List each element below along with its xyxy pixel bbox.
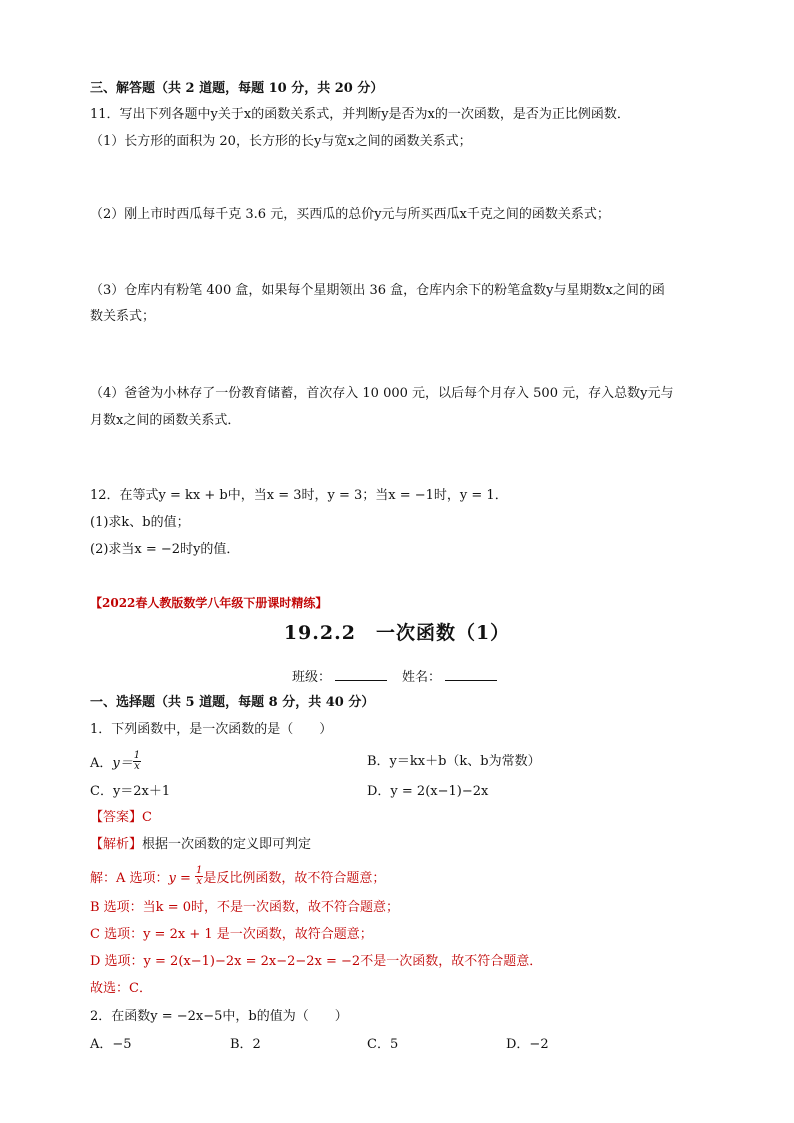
class-blank[interactable] (335, 667, 387, 681)
q1-answer: 【答案】C (90, 810, 152, 825)
q1-option-a-numerator: 1 (133, 750, 141, 761)
q1-solution-a-lhs: y = (168, 871, 196, 886)
q1-option-a (90, 750, 141, 774)
q1-option-b: B．y＝kx＋b（k、b为常数） (367, 754, 541, 769)
q11-stem: 11．写出下列各题中y关于x的函数关系式，并判断y是否为x的一次函数，是否为正比例函数． (90, 107, 630, 122)
q2-stem: 2．在函数y = −2x−5中，b的值为（ ） (90, 1009, 348, 1024)
q1-analysis-tag: 【解析】 (90, 837, 143, 852)
name-blank[interactable] (445, 667, 497, 681)
q11-part2: （2）刚上市时西瓜每千克 3.6 元，买西瓜的总价y元与所买西瓜x千克之间的函数关系式； (90, 207, 610, 222)
q1-analysis-text: 根据一次函数的定义即可判定 (142, 837, 312, 852)
name-label: 姓名： (402, 670, 442, 685)
q1-solution-c: C 选项：y = 2x + 1 是一次函数，故符合题意； (90, 927, 373, 942)
q1-solution-a-denominator: x (196, 876, 203, 887)
q11-part3-line1: （3）仓库内有粉笔 400 盒，如果每个星期领出 36 盒，仓库内余下的粉笔盒数y与星期数x之间的函 (90, 283, 665, 298)
q12-part1: (1)求k、b的值； (90, 515, 190, 530)
q1-stem: 1．下列函数中，是一次函数的是（ ） (90, 722, 333, 737)
q1-option-a-label: A． (90, 756, 113, 771)
section1-heading: 一、选择题（共 5 道题，每题 8 分，共 40 分） (90, 695, 375, 710)
q11-part4-line1: （4）爸爸为小林存了一份教育储蓄，首次存入 10 000 元，以后每个月存入 500 元，存入总数y元与 (90, 386, 674, 401)
section3-heading: 三、解答题（共 2 道题，每题 10 分，共 20 分） (90, 81, 384, 96)
series-banner: 【2022春人教版数学八年级下册课时精练】 (90, 596, 328, 610)
q2-option-b: B．2 (230, 1037, 261, 1052)
q1-option-a-fraction (133, 751, 141, 772)
q1-option-a-lhs: y＝ (112, 756, 133, 771)
q1-solution-a-numerator: 1 (196, 865, 203, 876)
q1-option-d: D．y = 2(x−1)−2x (367, 784, 489, 799)
q1-analysis (90, 836, 311, 854)
q2-option-a: A．−5 (90, 1037, 132, 1052)
q1-solution-a-suffix: 是反比例函数，故不符合题意； (203, 871, 386, 886)
q1-choose: 故选：C． (90, 981, 152, 996)
q1-solution-a-fraction (195, 866, 203, 887)
class-label: 班级： (292, 670, 332, 685)
q11-part4-line2: 月数x之间的函数关系式． (90, 413, 241, 428)
lesson-title: 19.2.2 一次函数（1） (283, 622, 511, 644)
q1-solution-a (90, 865, 386, 889)
q1-solution-d: D 选项：y = 2(x−1)−2x = 2x−2−2x = −2不是一次函数，故不符合题意． (90, 954, 543, 969)
class-field[interactable] (292, 667, 387, 687)
q12-stem: 12．在等式y = kx + b中，当x = 3时，y = 3；当x = −1时，y = 1． (90, 488, 508, 503)
q1-solution-a-prefix: 解：A 选项： (90, 871, 169, 886)
q11-part3-line2: 数关系式； (90, 309, 156, 324)
q1-solution-b: B 选项：当k = 0时，不是一次函数，故不符合题意； (90, 900, 399, 915)
q1-option-c: C．y＝2x＋1 (90, 784, 171, 799)
q2-option-c: C．5 (367, 1037, 399, 1052)
name-field[interactable] (402, 667, 497, 687)
q1-option-a-denominator: x (134, 761, 140, 772)
q11-part1: （1）长方形的面积为 20，长方形的长y与宽x之间的函数关系式； (90, 134, 472, 149)
q2-option-d: D．−2 (506, 1037, 549, 1052)
q12-part2: (2)求当x = −2时y的值． (90, 542, 240, 557)
